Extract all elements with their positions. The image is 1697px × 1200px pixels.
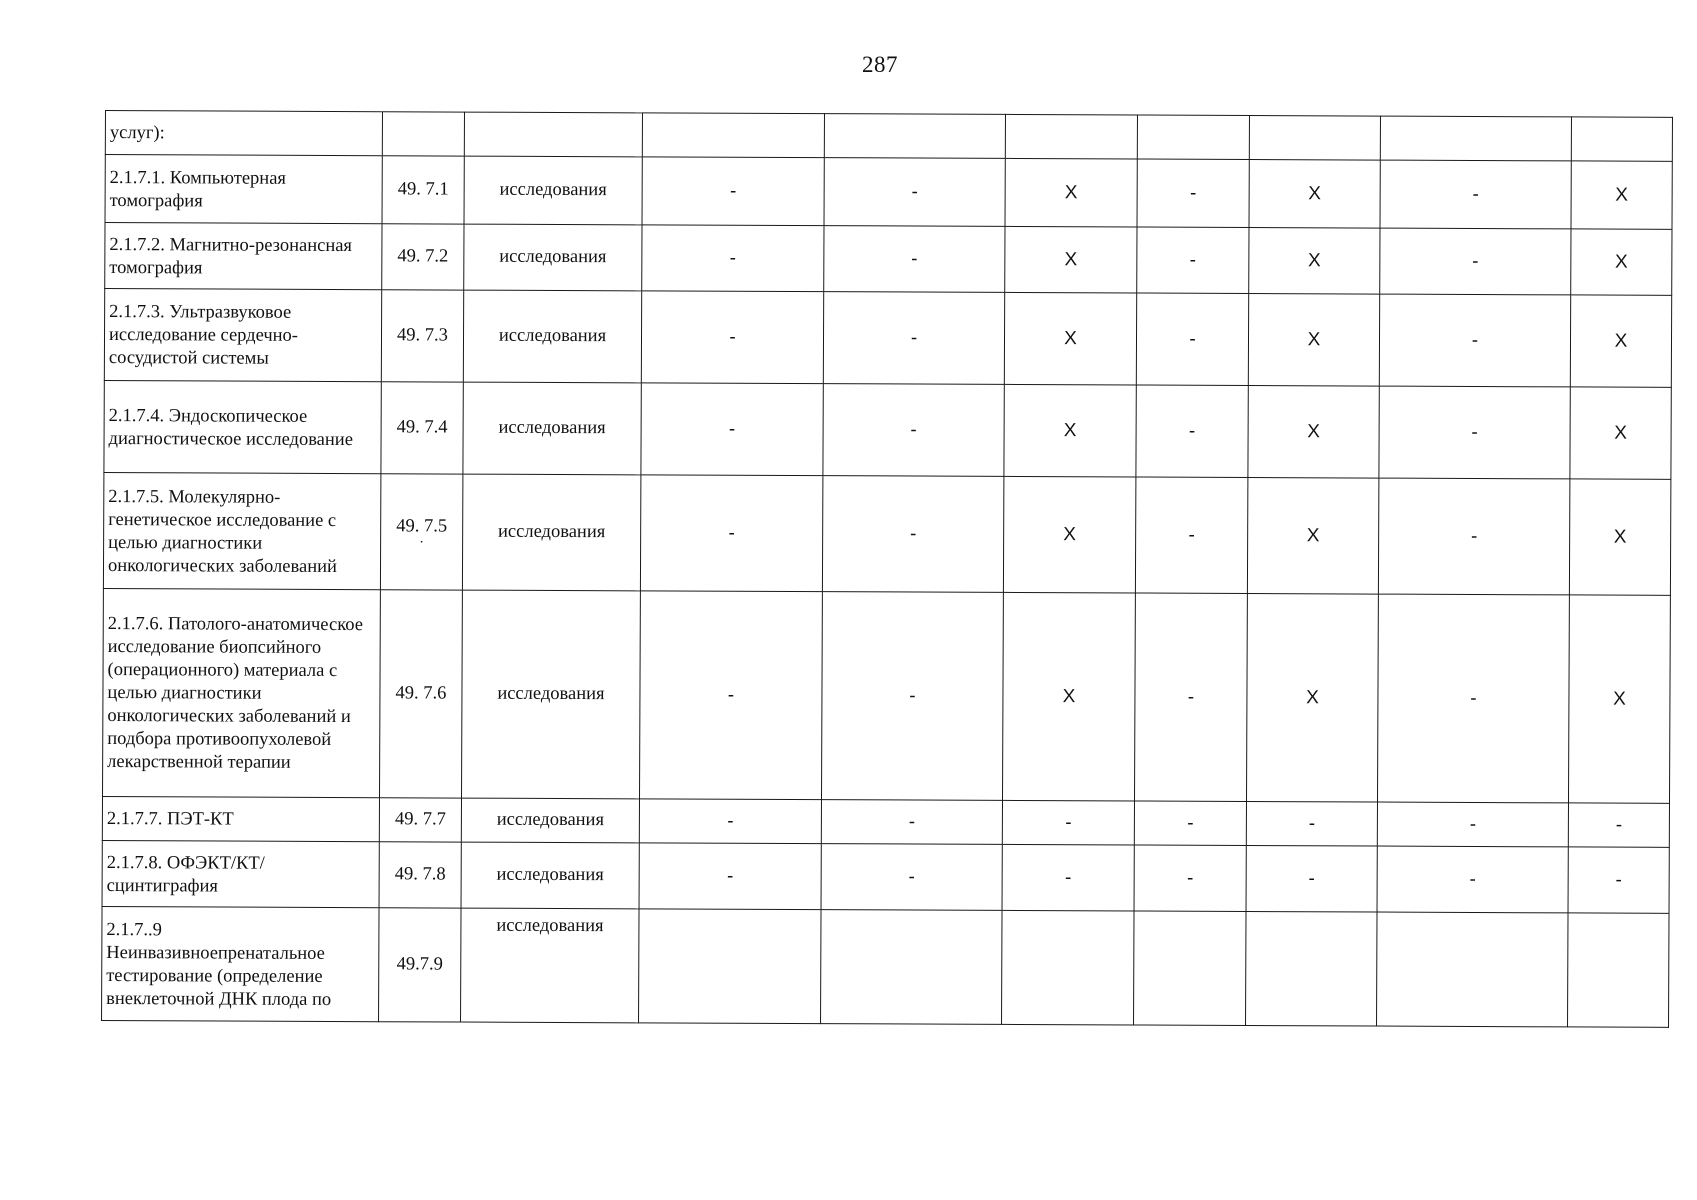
table-row <box>104 380 1671 479</box>
value-cell <box>639 909 821 1024</box>
code-cell <box>382 112 464 156</box>
value-cell: - <box>1246 845 1377 912</box>
value-cell: - <box>823 384 1004 477</box>
value-cell: - <box>1136 293 1248 385</box>
value-cell: X <box>1249 227 1380 294</box>
value-cell: - <box>1246 801 1377 846</box>
table-row <box>105 155 1672 230</box>
value-cell: - <box>1377 594 1569 803</box>
scan-dot: · <box>419 535 424 551</box>
value-cell: - <box>642 157 824 226</box>
value-cell <box>1377 912 1568 1027</box>
value-cell: - <box>639 799 821 844</box>
value-cell <box>821 910 1002 1025</box>
value-cell: X <box>1005 226 1137 293</box>
table-row <box>103 472 1670 595</box>
services-table <box>101 110 1673 1028</box>
value-cell: - <box>1134 801 1246 845</box>
table-row <box>105 111 1672 162</box>
value-cell: - <box>639 843 821 910</box>
value-cell: - <box>1002 844 1134 911</box>
value-cell <box>1249 115 1380 160</box>
value-cell: X <box>1004 384 1136 477</box>
service-name-cell: 2.1.7.4. Эндоскопическое диагностическое исследование <box>104 380 381 473</box>
value-cell: - <box>824 158 1005 227</box>
unit-cell: исследования <box>463 382 641 475</box>
code-cell: 49. 7.2 <box>382 224 464 290</box>
code-cell: 49. 7.8 <box>379 842 461 908</box>
table-row <box>105 223 1672 296</box>
value-cell: - <box>1134 593 1247 801</box>
value-cell: - <box>823 292 1004 385</box>
value-cell: X <box>1002 592 1135 801</box>
service-name-cell: 2.1.7.2. Магнитно-резонансная томография <box>105 223 382 290</box>
value-cell: X <box>1570 387 1671 479</box>
unit-cell <box>464 112 642 157</box>
value-cell: - <box>1137 159 1249 227</box>
value-cell: X <box>1249 159 1380 228</box>
value-cell: - <box>639 591 822 800</box>
code-cell <box>380 474 463 590</box>
unit-cell: исследования <box>462 474 641 591</box>
value-cell: X <box>1570 295 1671 387</box>
value-cell: - <box>1380 228 1571 295</box>
service-name-cell: 2.1.7.3. Ультразвуковое исследование сердечно-сосудистой системы <box>104 289 381 382</box>
table-row <box>103 588 1671 803</box>
value-cell <box>1380 116 1571 161</box>
code-cell: 49. 7.6 <box>380 590 463 798</box>
value-cell: - <box>1134 845 1246 911</box>
value-cell: X <box>1246 593 1378 802</box>
unit-cell: исследования <box>463 290 641 383</box>
value-cell: - <box>642 225 824 292</box>
value-cell: - <box>1135 477 1248 593</box>
value-cell <box>642 113 824 158</box>
value-cell <box>1134 911 1246 1025</box>
value-cell: - <box>821 844 1002 911</box>
value-cell <box>1571 117 1672 161</box>
value-cell: - <box>1379 294 1570 387</box>
service-name-cell: 2.1.7.5. Молекулярно-генетическое исследование с целью диагностики онкологических заболеваний <box>103 472 381 589</box>
unit-cell: исследования <box>461 798 639 843</box>
value-cell: X <box>1247 477 1379 594</box>
value-cell: - <box>1380 160 1571 229</box>
value-cell <box>1568 913 1669 1027</box>
value-cell: - <box>641 383 823 476</box>
table-row <box>102 906 1669 1027</box>
code-cell: 49. 7.3 <box>381 290 463 382</box>
value-cell: X <box>1568 595 1670 803</box>
code-cell: 49. 7.1 <box>382 156 464 224</box>
value-cell: - <box>1002 800 1134 845</box>
value-cell: - <box>1379 386 1570 479</box>
service-name-cell: 2.1.7.8. ОФЭКТ/КТ/сцинтиграфия <box>102 840 379 907</box>
value-cell: X <box>1571 161 1672 229</box>
value-cell: - <box>641 291 823 384</box>
unit-cell: исследования <box>462 590 641 799</box>
value-cell: - <box>1568 847 1669 913</box>
value-cell: - <box>640 475 823 592</box>
value-cell: X <box>1005 158 1137 227</box>
value-cell: X <box>1248 385 1379 478</box>
unit-cell: исследования <box>461 842 639 909</box>
code-text: 49. 7.5 <box>396 516 448 537</box>
table-row <box>102 840 1669 913</box>
value-cell <box>1005 114 1137 159</box>
service-name-cell: 2.1.7.1. Компьютерная томография <box>105 155 382 224</box>
unit-cell: исследования <box>464 156 642 225</box>
code-cell: 49.7.9 <box>379 908 461 1022</box>
unit-cell: исследования <box>461 908 639 1023</box>
value-cell: - <box>1136 385 1248 477</box>
code-cell: 49. 7.7 <box>379 798 461 842</box>
value-cell: - <box>1378 478 1570 595</box>
service-name-cell: 2.1.7..9 Неинвазивноепренатальное тестирование (определение внеклеточной ДНК плода по <box>102 906 379 1021</box>
value-cell <box>1137 115 1249 159</box>
table-row <box>102 796 1669 847</box>
service-name-cell: 2.1.7.6. Патолого-анатомическое исследование биопсийного (операционного) материала с целью диагностики онкологических заболеваний и подбора противоопухолевой лекарственной терапии <box>103 588 381 797</box>
value-cell: - <box>821 800 1002 845</box>
code-cell: 49. 7.4 <box>381 382 463 474</box>
table-row <box>104 289 1671 388</box>
value-cell: X <box>1569 479 1671 595</box>
service-name-cell: услуг): <box>105 111 382 156</box>
value-cell <box>1246 911 1377 1026</box>
table-body <box>102 111 1673 1028</box>
value-cell: X <box>1003 476 1136 593</box>
value-cell: - <box>821 592 1003 801</box>
value-cell: X <box>1004 292 1136 385</box>
value-cell: - <box>1377 802 1568 847</box>
value-cell: - <box>1137 227 1249 293</box>
value-cell: X <box>1248 293 1379 386</box>
value-cell: - <box>822 476 1004 593</box>
value-cell: - <box>1377 846 1568 913</box>
unit-cell: исследования <box>464 224 642 291</box>
value-cell: X <box>1571 229 1672 295</box>
value-cell <box>824 114 1005 159</box>
value-cell: - <box>824 226 1005 293</box>
service-name-cell: 2.1.7.7. ПЭТ-КТ <box>102 796 379 841</box>
page-number: 287 <box>862 52 898 77</box>
value-cell <box>1002 910 1134 1025</box>
value-cell: - <box>1568 803 1669 847</box>
